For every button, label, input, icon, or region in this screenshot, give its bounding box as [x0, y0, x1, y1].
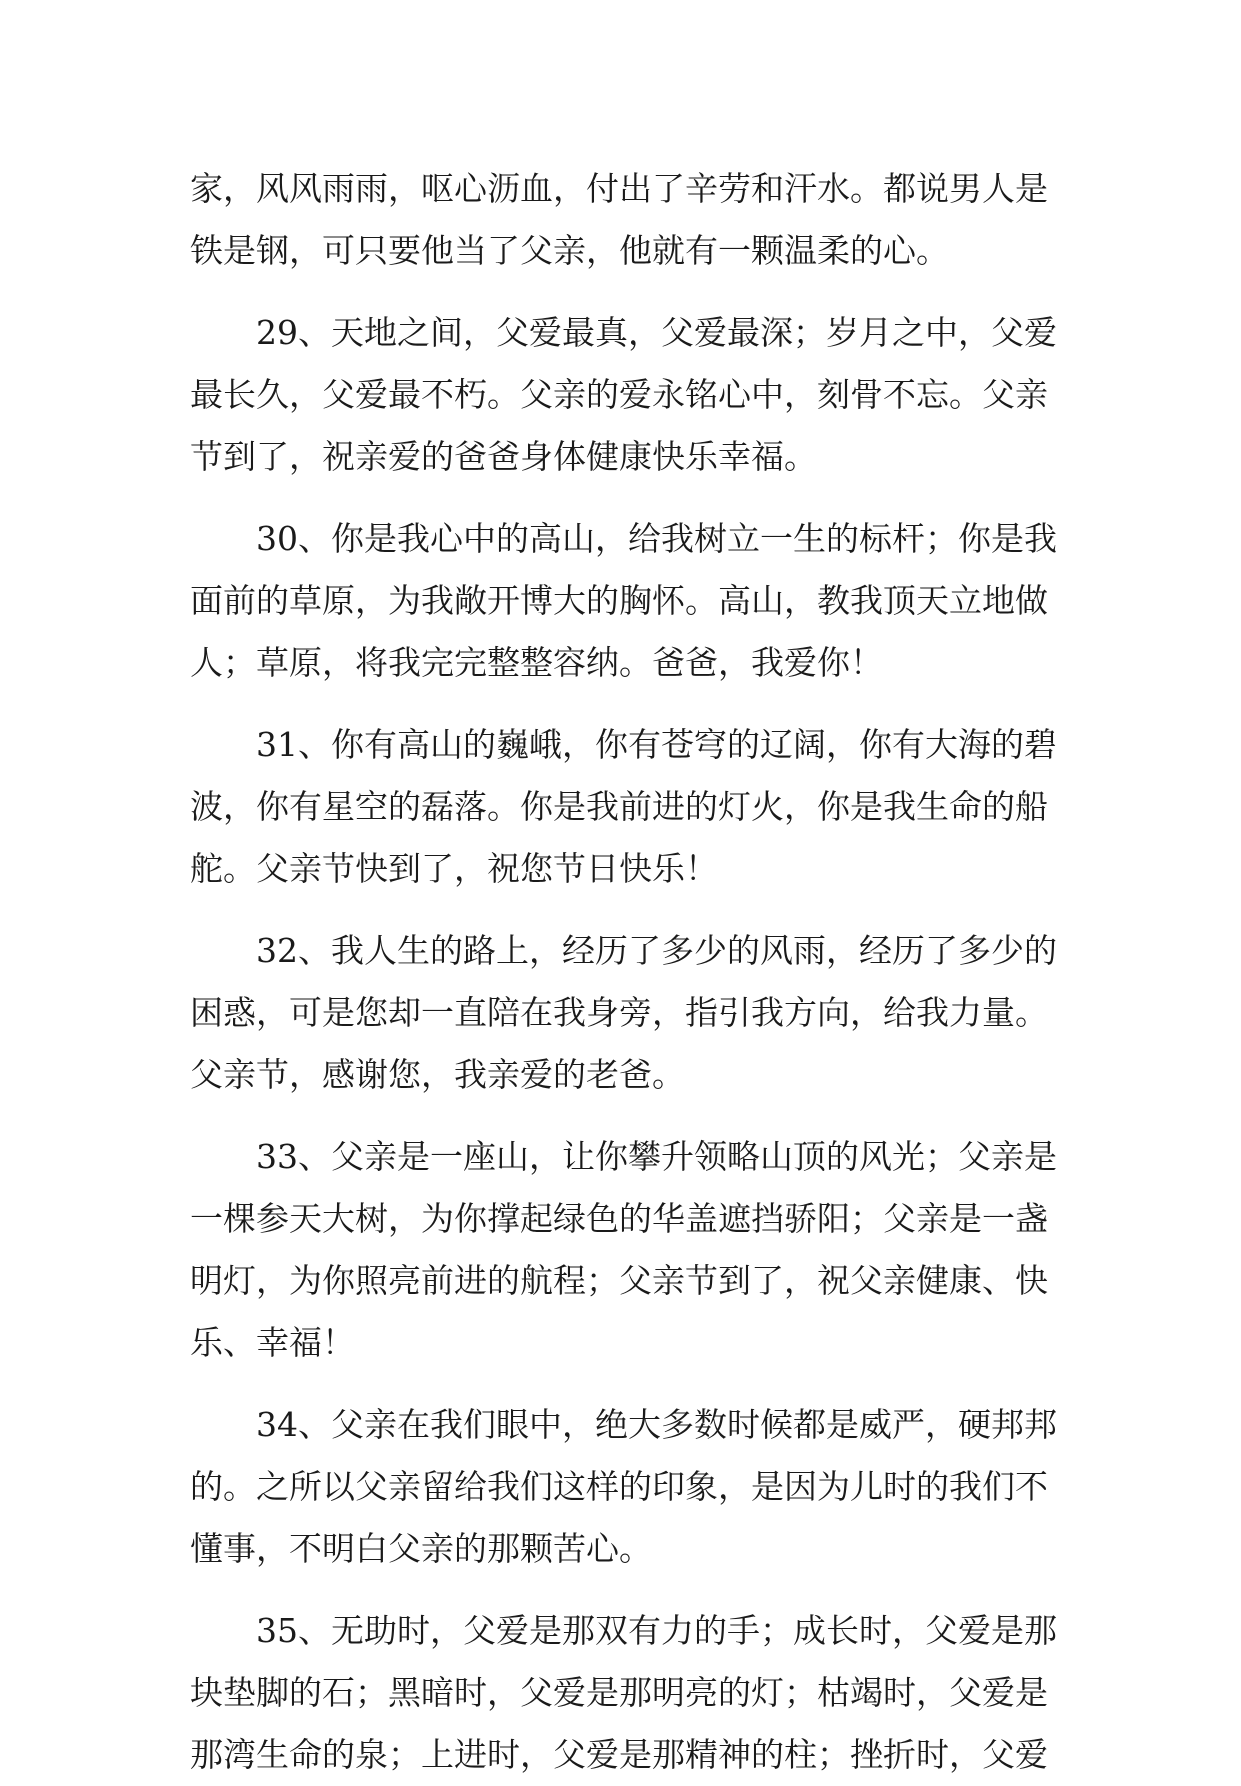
text-line: 懂事，不明白父亲的那颗苦心。 — [190, 1529, 652, 1568]
text-line: 最长久，父爱最不朽。父亲的爱永铭心中，刻骨不忘。父亲 — [190, 375, 1048, 414]
text-line-paragraph-start: 35、无助时，父爱是那双有力的手；成长时，父爱是那 — [256, 1611, 1057, 1650]
text-line-paragraph-start: 33、父亲是一座山，让你攀升领略山顶的风光；父亲是 — [256, 1137, 1057, 1176]
text-line-paragraph-start: 34、父亲在我们眼中，绝大多数时候都是威严，硬邦邦 — [256, 1405, 1057, 1444]
text-line: 人；草原，将我完完整整容纳。爸爸，我爱你！ — [190, 643, 883, 682]
text-line: 明灯，为你照亮前进的航程；父亲节到了，祝父亲健康、快 — [190, 1261, 1048, 1300]
text-line: 舵。父亲节快到了，祝您节日快乐！ — [190, 849, 718, 888]
text-line: 父亲节，感谢您，我亲爱的老爸。 — [190, 1055, 685, 1094]
text-line: 波，你有星空的磊落。你是我前进的灯火，你是我生命的船 — [190, 787, 1048, 826]
text-line: 面前的草原，为我敞开博大的胸怀。高山，教我顶天立地做 — [190, 581, 1048, 620]
text-line-paragraph-start: 29、天地之间，父爱最真，父爱最深；岁月之中，父爱 — [256, 313, 1057, 352]
text-line: 块垫脚的石；黑暗时，父爱是那明亮的灯；枯竭时，父爱是 — [190, 1673, 1048, 1712]
text-line: 铁是钢，可只要他当了父亲，他就有一颗温柔的心。 — [190, 231, 949, 270]
text-line: 的。之所以父亲留给我们这样的印象，是因为儿时的我们不 — [190, 1467, 1048, 1506]
text-line: 困惑，可是您却一直陪在我身旁，指引我方向，给我力量。 — [190, 993, 1048, 1032]
text-line: 家，风风雨雨，呕心沥血，付出了辛劳和汗水。都说男人是 — [190, 169, 1048, 208]
text-line-paragraph-start: 30、你是我心中的高山，给我树立一生的标杆；你是我 — [256, 519, 1057, 558]
text-line: 节到了，祝亲爱的爸爸身体健康快乐幸福。 — [190, 437, 817, 476]
text-line-paragraph-start: 31、你有高山的巍峨，你有苍穹的辽阔，你有大海的碧 — [256, 725, 1057, 764]
text-line: 一棵参天大树，为你撑起绿色的华盖遮挡骄阳；父亲是一盏 — [190, 1199, 1048, 1238]
text-line: 那湾生命的泉；上进时，父爱是那精神的柱；挫折时，父爱 — [190, 1735, 1048, 1774]
text-line: 乐、幸福！ — [190, 1323, 355, 1362]
text-line-paragraph-start: 32、我人生的路上，经历了多少的风雨，经历了多少的 — [256, 931, 1057, 970]
body-text — [190, 158, 1070, 1786]
